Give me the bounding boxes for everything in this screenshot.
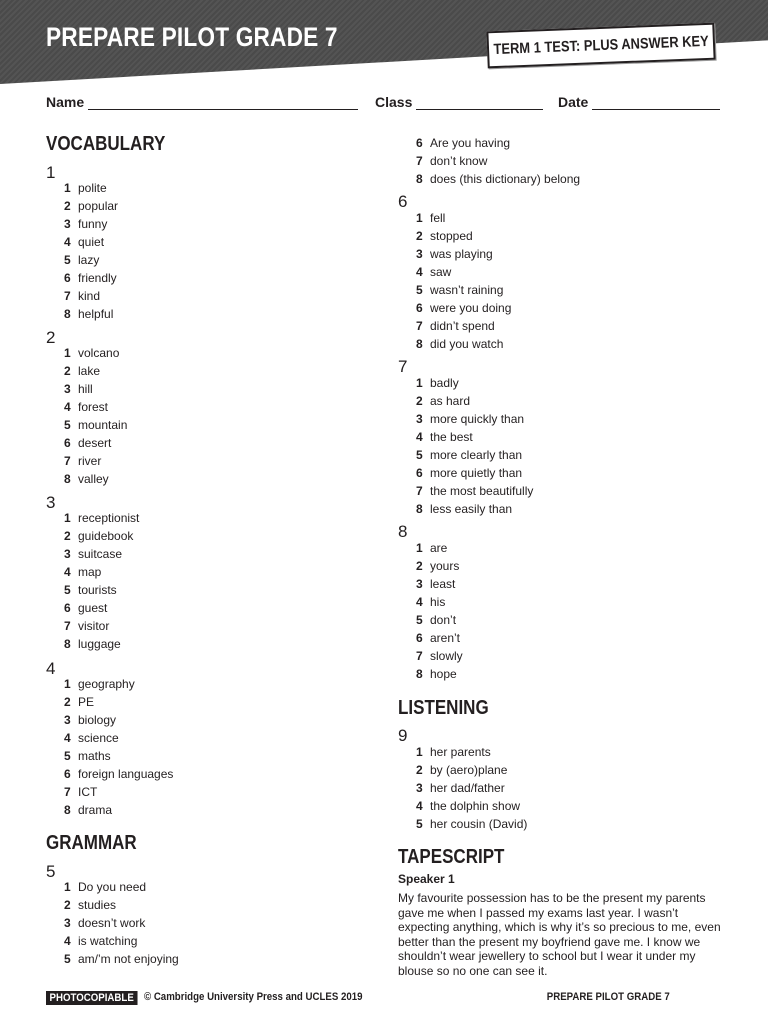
answer-text: receptionist <box>78 511 140 525</box>
answer-number: 2 <box>416 229 423 243</box>
answer-text: her dad/father <box>430 781 505 795</box>
answer-item <box>64 364 100 378</box>
answer-item <box>64 472 109 486</box>
answer-text: more quickly than <box>430 412 525 426</box>
answer-item <box>64 529 133 543</box>
answer-number: 4 <box>64 400 71 414</box>
date-label: Date <box>558 94 589 110</box>
answer-number: 5 <box>64 583 71 597</box>
name-field[interactable] <box>46 94 358 110</box>
answer-text: studies <box>78 898 117 912</box>
answer-item <box>64 382 93 396</box>
answer-item <box>416 394 470 408</box>
answer-text: popular <box>78 199 119 213</box>
answer-number: 6 <box>416 301 423 315</box>
answer-item <box>64 713 116 727</box>
answer-item <box>416 229 473 243</box>
answer-number: 3 <box>416 781 423 795</box>
tapescript-text: My favourite possession has to be the present my parents gave me when I passed my exams last year. I wasn’t expecting anything, which is why it’s so precious to me, even better than the present my boyfriend gave me. I know we shouldn’t wear jewellery to school but I wear it under my blouse so no one can see it. <box>398 891 721 978</box>
term-badge <box>486 23 715 69</box>
answer-number: 4 <box>416 595 423 609</box>
answer-number: 6 <box>64 436 71 450</box>
answer-text: fell <box>430 211 446 225</box>
answer-text: was playing <box>430 247 493 261</box>
answer-item <box>64 400 108 414</box>
answer-text: less easily than <box>430 502 513 516</box>
answer-number: 5 <box>416 283 423 297</box>
answer-text: PE <box>78 695 95 709</box>
answer-text: desert <box>78 436 112 450</box>
answer-item <box>64 253 99 267</box>
answer-item <box>416 136 510 150</box>
answer-item <box>64 952 179 966</box>
answer-text: yours <box>430 559 460 573</box>
answer-number: 4 <box>64 731 71 745</box>
answer-number: 6 <box>416 631 423 645</box>
answer-text: hill <box>78 382 93 396</box>
answer-number: 7 <box>64 619 71 633</box>
answer-number: 8 <box>416 667 423 681</box>
answer-text: are <box>430 541 448 555</box>
answer-number: 4 <box>416 265 423 279</box>
answer-text: the dolphin show <box>430 799 521 813</box>
answer-number: 6 <box>416 466 423 480</box>
answer-item <box>64 511 139 525</box>
name-line[interactable] <box>88 95 358 110</box>
answer-text: ICT <box>78 785 98 799</box>
answer-number: 2 <box>64 695 71 709</box>
answer-number: 8 <box>416 172 423 186</box>
answer-number: 3 <box>64 713 71 727</box>
answer-item <box>416 595 445 609</box>
answer-item <box>64 346 119 360</box>
answer-item <box>64 307 113 321</box>
question-number: 7 <box>398 357 408 376</box>
answer-item <box>416 745 491 759</box>
answer-text: didn’t spend <box>430 319 495 333</box>
answer-item <box>64 880 146 894</box>
answer-number: 2 <box>416 394 423 408</box>
answer-number: 5 <box>416 817 423 831</box>
answer-number: 1 <box>64 677 71 691</box>
answer-text: valley <box>78 472 109 486</box>
answer-item <box>416 154 487 168</box>
answer-text: mountain <box>78 418 128 432</box>
answer-text: foreign languages <box>78 767 174 781</box>
answer-item <box>64 934 137 948</box>
answer-text: lake <box>78 364 101 378</box>
answer-item <box>64 803 112 817</box>
answer-number: 5 <box>416 613 423 627</box>
answer-number: 7 <box>64 289 71 303</box>
answer-text: stopped <box>430 229 473 243</box>
answer-text: kind <box>78 289 101 303</box>
answer-item <box>416 484 533 498</box>
answer-text: visitor <box>78 619 110 633</box>
answer-item <box>64 785 97 799</box>
answer-item <box>416 247 493 261</box>
term-badge-label: TERM 1 TEST: PLUS ANSWER KEY <box>493 32 709 59</box>
answer-number: 6 <box>64 767 71 781</box>
answer-number: 1 <box>64 181 71 195</box>
answer-item <box>64 271 117 285</box>
answer-text: as hard <box>430 394 471 408</box>
date-field[interactable] <box>558 94 720 110</box>
date-line[interactable] <box>592 95 720 110</box>
answer-number: 2 <box>64 529 71 543</box>
question-number: 4 <box>46 659 56 678</box>
answer-item <box>416 466 522 480</box>
answer-number: 5 <box>64 418 71 432</box>
answer-item <box>64 677 135 691</box>
answer-number: 3 <box>64 916 71 930</box>
answer-number: 1 <box>416 541 423 555</box>
answer-number: 2 <box>64 364 71 378</box>
footer-title: PREPARE PILOT GRADE 7 <box>547 991 670 1003</box>
answer-item <box>416 412 524 426</box>
question-number: 3 <box>46 493 56 512</box>
answer-item <box>416 337 503 351</box>
answer-item <box>416 649 463 663</box>
answer-text: don’t know <box>430 154 488 168</box>
class-line[interactable] <box>416 95 543 110</box>
answer-item <box>416 817 527 831</box>
answer-item <box>64 619 109 633</box>
answer-text: hope <box>430 667 457 681</box>
answer-number: 3 <box>64 547 71 561</box>
answer-item <box>416 172 580 186</box>
answer-item <box>64 235 104 249</box>
answer-item <box>416 781 505 795</box>
answer-text: more quietly than <box>430 466 523 480</box>
answer-text: by (aero)plane <box>430 763 508 777</box>
answer-text: were you doing <box>430 301 512 315</box>
answer-text: lazy <box>78 253 100 267</box>
answer-number: 6 <box>416 136 423 150</box>
answer-text: saw <box>430 265 452 279</box>
answer-item <box>416 541 447 555</box>
answer-number: 3 <box>416 247 423 261</box>
answer-text: Do you need <box>78 880 147 894</box>
answer-number: 7 <box>416 154 423 168</box>
answer-number: 6 <box>64 601 71 615</box>
answer-number: 1 <box>64 346 71 360</box>
answer-number: 7 <box>64 454 71 468</box>
answer-item <box>64 731 119 745</box>
answer-item <box>64 181 107 195</box>
answer-item <box>416 613 456 627</box>
answer-text: geography <box>78 677 135 691</box>
answer-text: aren’t <box>430 631 461 645</box>
answer-item <box>64 898 116 912</box>
section-vocabulary: VOCABULARY <box>46 133 166 155</box>
answer-number: 2 <box>64 898 71 912</box>
answer-item <box>416 211 445 225</box>
answer-number: 1 <box>416 745 423 759</box>
question-number: 1 <box>46 163 56 182</box>
photocopiable-badge: PHOTOCOPIABLE <box>46 991 137 1005</box>
answer-number: 1 <box>64 511 71 525</box>
answer-item <box>64 749 111 763</box>
answer-number: 1 <box>416 211 423 225</box>
section-grammar: GRAMMAR <box>46 832 137 854</box>
answer-number: 3 <box>64 217 71 231</box>
answer-text: maths <box>78 749 111 763</box>
answer-text: is watching <box>78 934 138 948</box>
answer-item <box>416 319 495 333</box>
name-label: Name <box>46 94 85 110</box>
answer-number: 1 <box>64 880 71 894</box>
speaker-label: Speaker 1 <box>398 872 455 886</box>
answer-text: did you watch <box>430 337 504 351</box>
answer-text: tourists <box>78 583 117 597</box>
answer-item <box>64 547 122 561</box>
answer-item <box>64 289 100 303</box>
answer-number: 8 <box>64 472 71 486</box>
answer-number: 5 <box>416 448 423 462</box>
answer-item <box>416 502 512 516</box>
question-number: 9 <box>398 726 408 745</box>
answer-number: 4 <box>416 799 423 813</box>
answer-number: 7 <box>416 484 423 498</box>
answer-number: 4 <box>64 235 71 249</box>
answer-number: 7 <box>64 785 71 799</box>
answer-number: 7 <box>416 649 423 663</box>
answer-number: 8 <box>64 307 71 321</box>
class-field[interactable] <box>375 94 543 110</box>
answer-number: 8 <box>64 637 71 651</box>
answer-text: suitcase <box>78 547 123 561</box>
page-title: PREPARE PILOT GRADE 7 <box>46 22 338 52</box>
question-number: 6 <box>398 192 408 211</box>
answer-item <box>416 430 473 444</box>
answer-item <box>64 436 111 450</box>
answer-text: friendly <box>78 271 117 285</box>
answer-number: 5 <box>64 952 71 966</box>
class-label: Class <box>375 94 413 110</box>
section-tapescript: TAPESCRIPT <box>398 846 505 868</box>
answer-item <box>64 767 173 781</box>
answer-text: doesn’t work <box>78 916 146 930</box>
answer-item <box>64 454 101 468</box>
answer-item <box>416 799 520 813</box>
answer-text: the most beautifully <box>430 484 534 498</box>
answer-item <box>64 217 107 231</box>
answer-number: 5 <box>64 253 71 267</box>
answer-item <box>64 565 101 579</box>
answer-text: am/’m not enjoying <box>78 952 179 966</box>
answer-text: forest <box>78 400 109 414</box>
answer-text: map <box>78 565 102 579</box>
answer-text: his <box>430 595 446 609</box>
question-number: 2 <box>46 328 56 347</box>
answer-text: drama <box>78 803 113 817</box>
question-number: 8 <box>398 522 408 541</box>
answer-text: wasn’t raining <box>430 283 504 297</box>
answer-text: science <box>78 731 119 745</box>
answer-number: 7 <box>416 319 423 333</box>
answer-text: river <box>78 454 102 468</box>
answer-item <box>416 283 503 297</box>
answer-item <box>416 448 522 462</box>
answer-item <box>416 631 460 645</box>
answer-text: slowly <box>430 649 463 663</box>
answer-text: the best <box>430 430 473 444</box>
answer-text: least <box>430 577 456 591</box>
answer-item <box>64 199 118 213</box>
answer-number: 2 <box>416 763 423 777</box>
answer-item <box>416 667 457 681</box>
answer-text: volcano <box>78 346 120 360</box>
answer-item <box>416 577 455 591</box>
answer-number: 8 <box>416 337 423 351</box>
answer-text: don’t <box>430 613 457 627</box>
answer-item <box>64 695 94 709</box>
copyright-text: © Cambridge University Press and UCLES 2019 <box>144 991 363 1003</box>
answer-number: 4 <box>416 430 423 444</box>
answer-number: 3 <box>64 382 71 396</box>
answer-number: 1 <box>416 376 423 390</box>
answer-text: guest <box>78 601 108 615</box>
answer-item <box>416 265 451 279</box>
answer-text: biology <box>78 713 117 727</box>
answer-text: her parents <box>430 745 491 759</box>
footer <box>0 990 768 1010</box>
answer-item <box>416 559 459 573</box>
answer-number: 8 <box>416 502 423 516</box>
answer-item <box>64 601 107 615</box>
answer-number: 4 <box>64 565 71 579</box>
answer-number: 3 <box>416 577 423 591</box>
answer-item <box>64 583 117 597</box>
answer-number: 3 <box>416 412 423 426</box>
answer-text: does (this dictionary) belong <box>430 172 581 186</box>
answer-number: 8 <box>64 803 71 817</box>
answer-number: 2 <box>416 559 423 573</box>
answer-item <box>64 418 127 432</box>
answer-item <box>416 763 507 777</box>
answer-text: Are you having <box>430 136 511 150</box>
answer-text: polite <box>78 181 107 195</box>
answer-text: more clearly than <box>430 448 523 462</box>
answer-text: luggage <box>78 637 121 651</box>
answer-number: 5 <box>64 749 71 763</box>
answer-item <box>416 301 511 315</box>
answer-text: funny <box>78 217 108 231</box>
answer-number: 4 <box>64 934 71 948</box>
answer-text: her cousin (David) <box>430 817 528 831</box>
answer-item <box>416 376 459 390</box>
answer-item <box>64 637 121 651</box>
answer-number: 6 <box>64 271 71 285</box>
answer-text: badly <box>430 376 459 390</box>
section-listening: LISTENING <box>398 697 489 719</box>
answer-text: quiet <box>78 235 105 249</box>
answer-number: 2 <box>64 199 71 213</box>
answer-text: helpful <box>78 307 114 321</box>
question-number: 5 <box>46 862 56 881</box>
answer-text: guidebook <box>78 529 134 543</box>
answer-item <box>64 916 145 930</box>
